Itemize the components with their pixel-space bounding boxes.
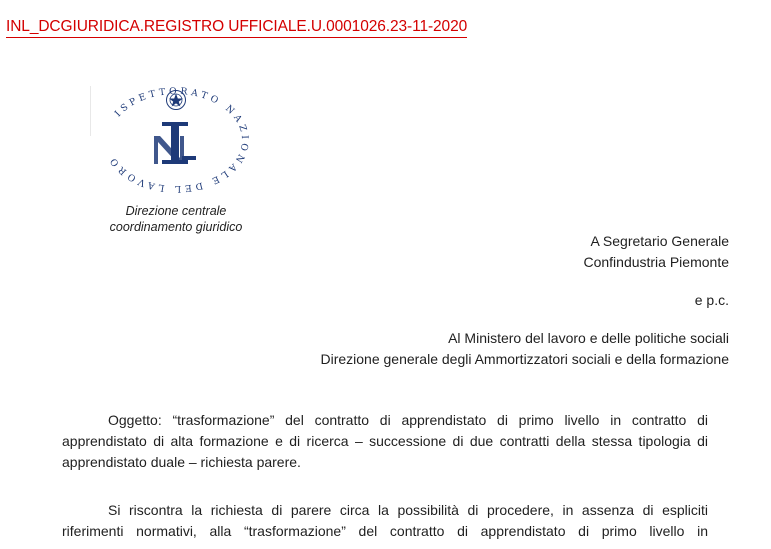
recipient-secondary-line-1: Al Ministero del lavoro e delle politiche sociali bbox=[448, 330, 729, 346]
subject-line-3: apprendistato duale – richiesta parere. bbox=[62, 454, 301, 470]
protocol-stamp: INL_DCGIURIDICA.REGISTRO UFFICIALE.U.0001026.23-11-2020 bbox=[6, 18, 467, 38]
cc-label: e p.c. bbox=[694, 292, 729, 308]
subject-line-2: apprendistato di alta formazione e di ricerca – successione di due contratti della stessa tipologia di bbox=[62, 433, 708, 449]
office-line-2: coordinamento giuridico bbox=[109, 220, 243, 234]
subject-line-1: Oggetto: “trasformazione” del contratto di apprendistato di primo livello in contratto di bbox=[108, 412, 708, 428]
intro-line-1: Si riscontra la richiesta di parere circa la possibilità di procedere, in assenza di espliciti bbox=[108, 502, 708, 518]
office-name bbox=[96, 203, 256, 235]
recipient-primary bbox=[583, 231, 729, 273]
inl-monogram bbox=[154, 122, 196, 164]
recipient-secondary bbox=[320, 328, 729, 370]
intro-line-2: riferimenti normativi, alla “trasformazione” del contratto di apprendistato di primo livello in bbox=[62, 523, 708, 539]
intro-paragraph bbox=[62, 500, 708, 542]
inl-logo bbox=[96, 86, 256, 194]
recipient-primary-line-2: Confindustria Piemonte bbox=[583, 254, 729, 270]
recipient-secondary-line-2: Direzione generale degli Ammortizzatori sociali e della formazione bbox=[320, 351, 729, 367]
office-line-1: Direzione centrale bbox=[125, 204, 227, 218]
logo-ring-text: ISPETTORATO NAZIONALE DEL LAVORO bbox=[106, 86, 251, 194]
logo-divider bbox=[90, 86, 91, 136]
inl-emblem bbox=[96, 86, 256, 194]
subject-paragraph bbox=[62, 410, 708, 473]
recipient-primary-line-1: A Segretario Generale bbox=[590, 233, 729, 249]
